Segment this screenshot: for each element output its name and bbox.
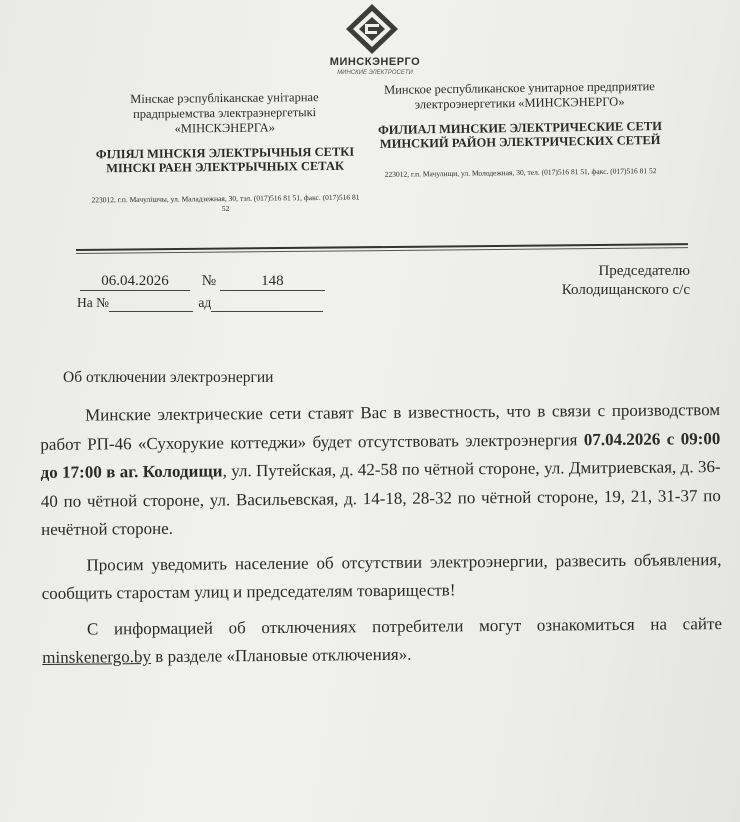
letter-date: 06.04.2026 [80,273,190,291]
date-number-row [80,273,325,291]
org-name-by: Мінскае рэспубліканскае унітарнае прадпрыемства электраэнергетыкі «МІНСКЭНЕРГА» [130,90,319,136]
paragraph-request: Просим уведомить население об отсутствии электроэнергии, развесить объявления, сообщить старостам улиц и председателям товариществ! [41,549,722,603]
reference-row [77,295,323,312]
address-by: 223012, г.п. Мачулішчы, ул. Маладзежная, 30, тэл. (017)516 81 51, факс. (017)516 81 52 [91,192,360,214]
paragraph-info: С информацией об отключениях потребители могут ознакомиться на сайте minskenergo.by в разделе «Плановые отключения». [42,613,723,667]
header-russian [369,79,670,180]
paragraph-outage: Минские электрические сети ставят Вас в известность, что в связи с производством работ РП-46 «Сухорукие коттеджи» будет отсутствовать электроэнергия 07.04.2026 с 09:00 до 17:00 в аг. Колодищи, ул. Путейская, д. 42-58 по чётной стороне, ул. Дмитриевская, д. 36-40 по чётной стороне, ул. Васильевская, д. 14-18, 28-32 по чётной стороне, 19, 21, 31-37 по нечётной стороне. [40,400,721,539]
org-name-ru: Минское республиканское унитарное предприятие электроэнергетики «МИНСКЭНЕРГО» [383,79,655,112]
branch-name-by: ФІЛІЯЛ МІНСКІЯ ЭЛЕКТРЫЧНЫЯ СЕТКІ МІНСКІ РАЕН ЭЛЕКТРЫЧНЫХ СЕТАК [95,144,355,176]
minskenergo-logo-icon [343,2,401,56]
recipient-title: Председателю [598,263,690,279]
brand-subtitle: МИНСКИЕ ЭЛЕКТРОСЕТИ [337,70,413,76]
letter-number: 148 [220,273,325,291]
website-link[interactable]: minskenergo.by [42,647,152,667]
address-ru: 223012, г.п. Мачулищи, ул. Молодежная, 30, тел. (017)516 81 51, факс. (017)516 81 52 [384,166,657,179]
letter-subject: Об отключении электроэнергии [63,369,274,386]
number-label: № [201,273,217,289]
brand-name: МИНСКЭНЕРГО [329,56,421,68]
header-belarusian [89,90,360,216]
branch-name-ru: ФИЛИАЛ МИНСКИЕ ЭЛЕКТРИЧЕСКИЕ СЕТИ МИНСКИЙ РАЙОН ЭЛЕКТРИЧЕСКИХ СЕТЕЙ [377,119,662,151]
reference-from-label: ад [198,295,212,310]
outage-datetime: 07.04.2026 с 09:00 до 17:00 в аг. Колодищи [40,428,721,482]
letter-body [40,396,722,672]
recipient-org: Колодищанского с/с [561,282,690,298]
recipient-block [500,262,690,300]
reference-label: На № [77,295,109,310]
